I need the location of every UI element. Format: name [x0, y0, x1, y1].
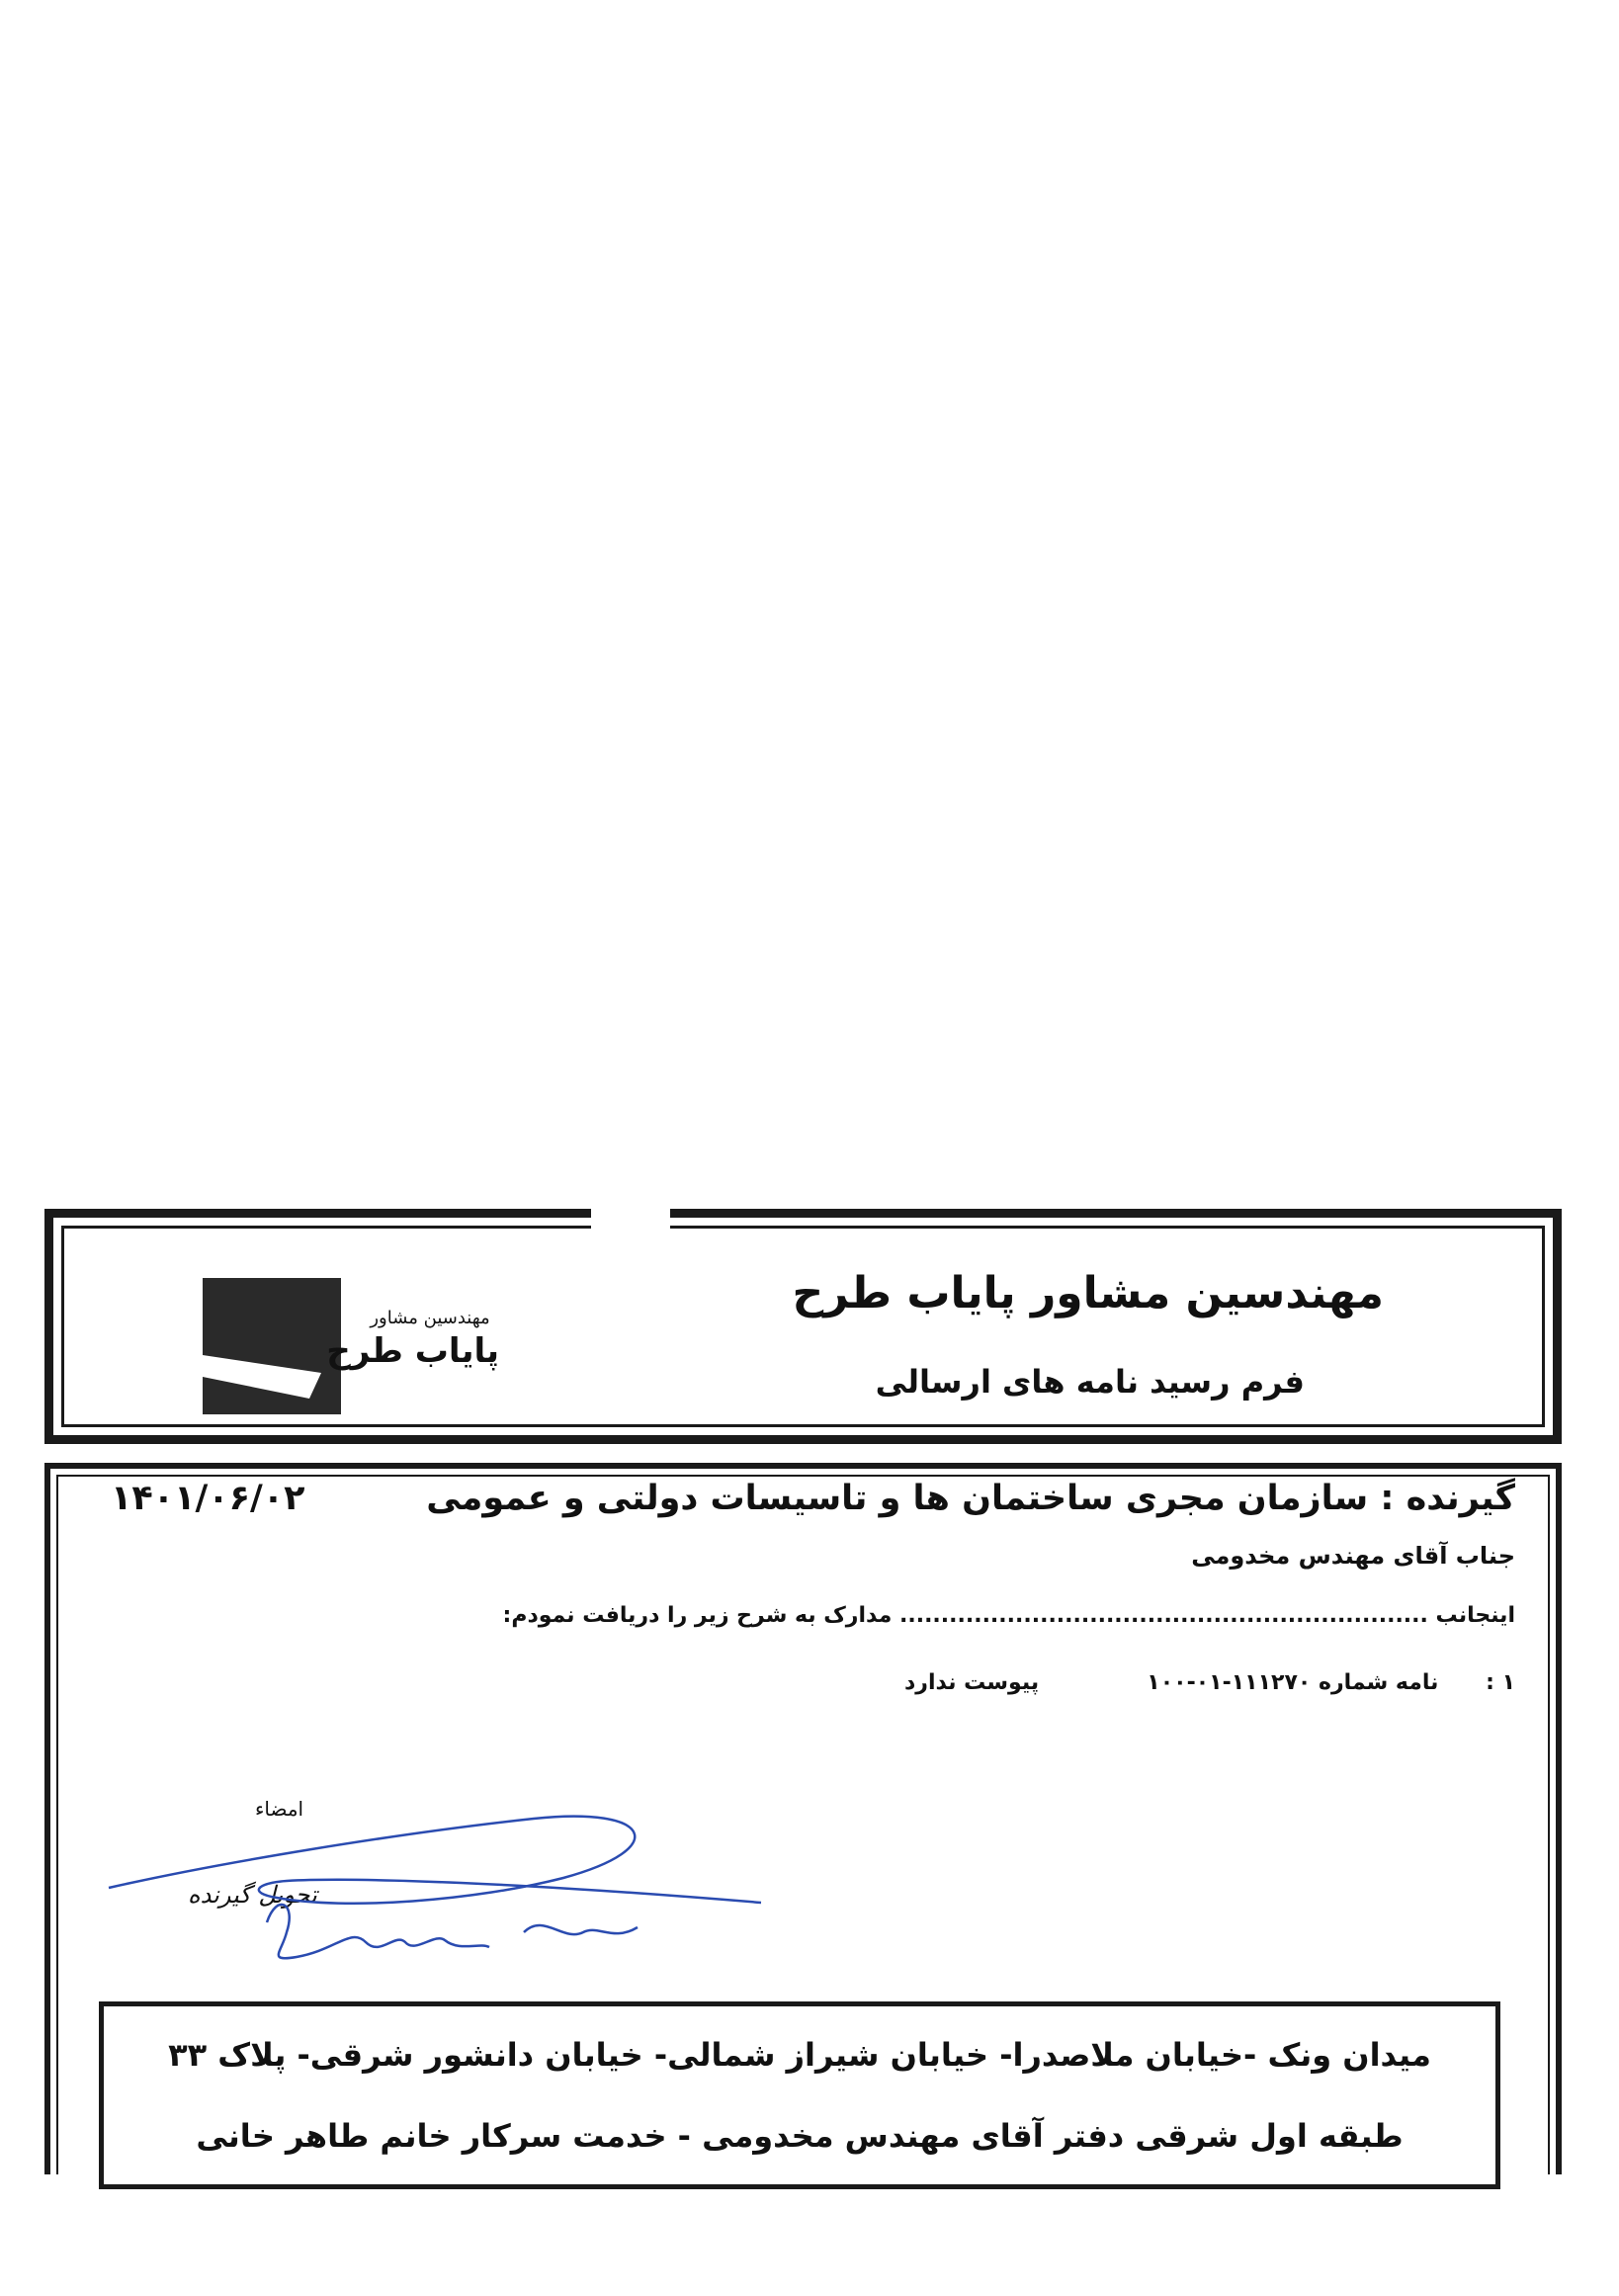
address-line-2: طبقه اول شرقی دفتر آقای مهندس مخدومی - خدمت سرکار خانم طاهر خانی [196, 2117, 1404, 2155]
list-item [1147, 1670, 1515, 1695]
item-index: ۱ : [1486, 1670, 1515, 1695]
handwritten-signature-icon [99, 1794, 791, 1992]
recipient-line: گیرنده : سازمان مجری ساختمان ها و تاسیسات دولتی و عمومی [426, 1479, 1515, 1518]
company-name: مهندسین مشاور پایاب طرح [792, 1268, 1384, 1318]
letterhead-box [44, 1209, 1562, 1444]
item-attachment-note: پیوست ندارد [904, 1670, 1040, 1695]
signature-label: امضاء [255, 1797, 304, 1821]
logo-caption-small: مهندسین مشاور [370, 1308, 490, 1328]
item-letter-number: نامه شماره ۱۱۱۲۷۰-۰۱-۱۰۰ [1147, 1670, 1439, 1695]
receipt-statement: اینجانب ................................................................ مدارک به شرح زیر را دریافت نمودم: [502, 1603, 1515, 1628]
letter-date: ۱۴۰۱/۰۶/۰۲ [111, 1479, 305, 1518]
company-logo-icon [203, 1278, 341, 1414]
address-line-1: میدان ونک -خیابان ملاصدرا- خیابان شیراز شمالی- خیابان دانشور شرقی- پلاک ۳۳ [168, 2036, 1431, 2074]
salutation: جناب آقای مهندس مخدومی [1191, 1542, 1515, 1570]
receiver-label: تحویل گیرنده [188, 1881, 317, 1909]
letterhead-inner-border [61, 1226, 1545, 1427]
paper-tear-mark [591, 1194, 670, 1241]
logo-caption-large: پایاب طرح [326, 1331, 499, 1371]
form-title: فرم رسید نامه های ارسالی [875, 1363, 1305, 1401]
address-box [99, 2001, 1500, 2189]
